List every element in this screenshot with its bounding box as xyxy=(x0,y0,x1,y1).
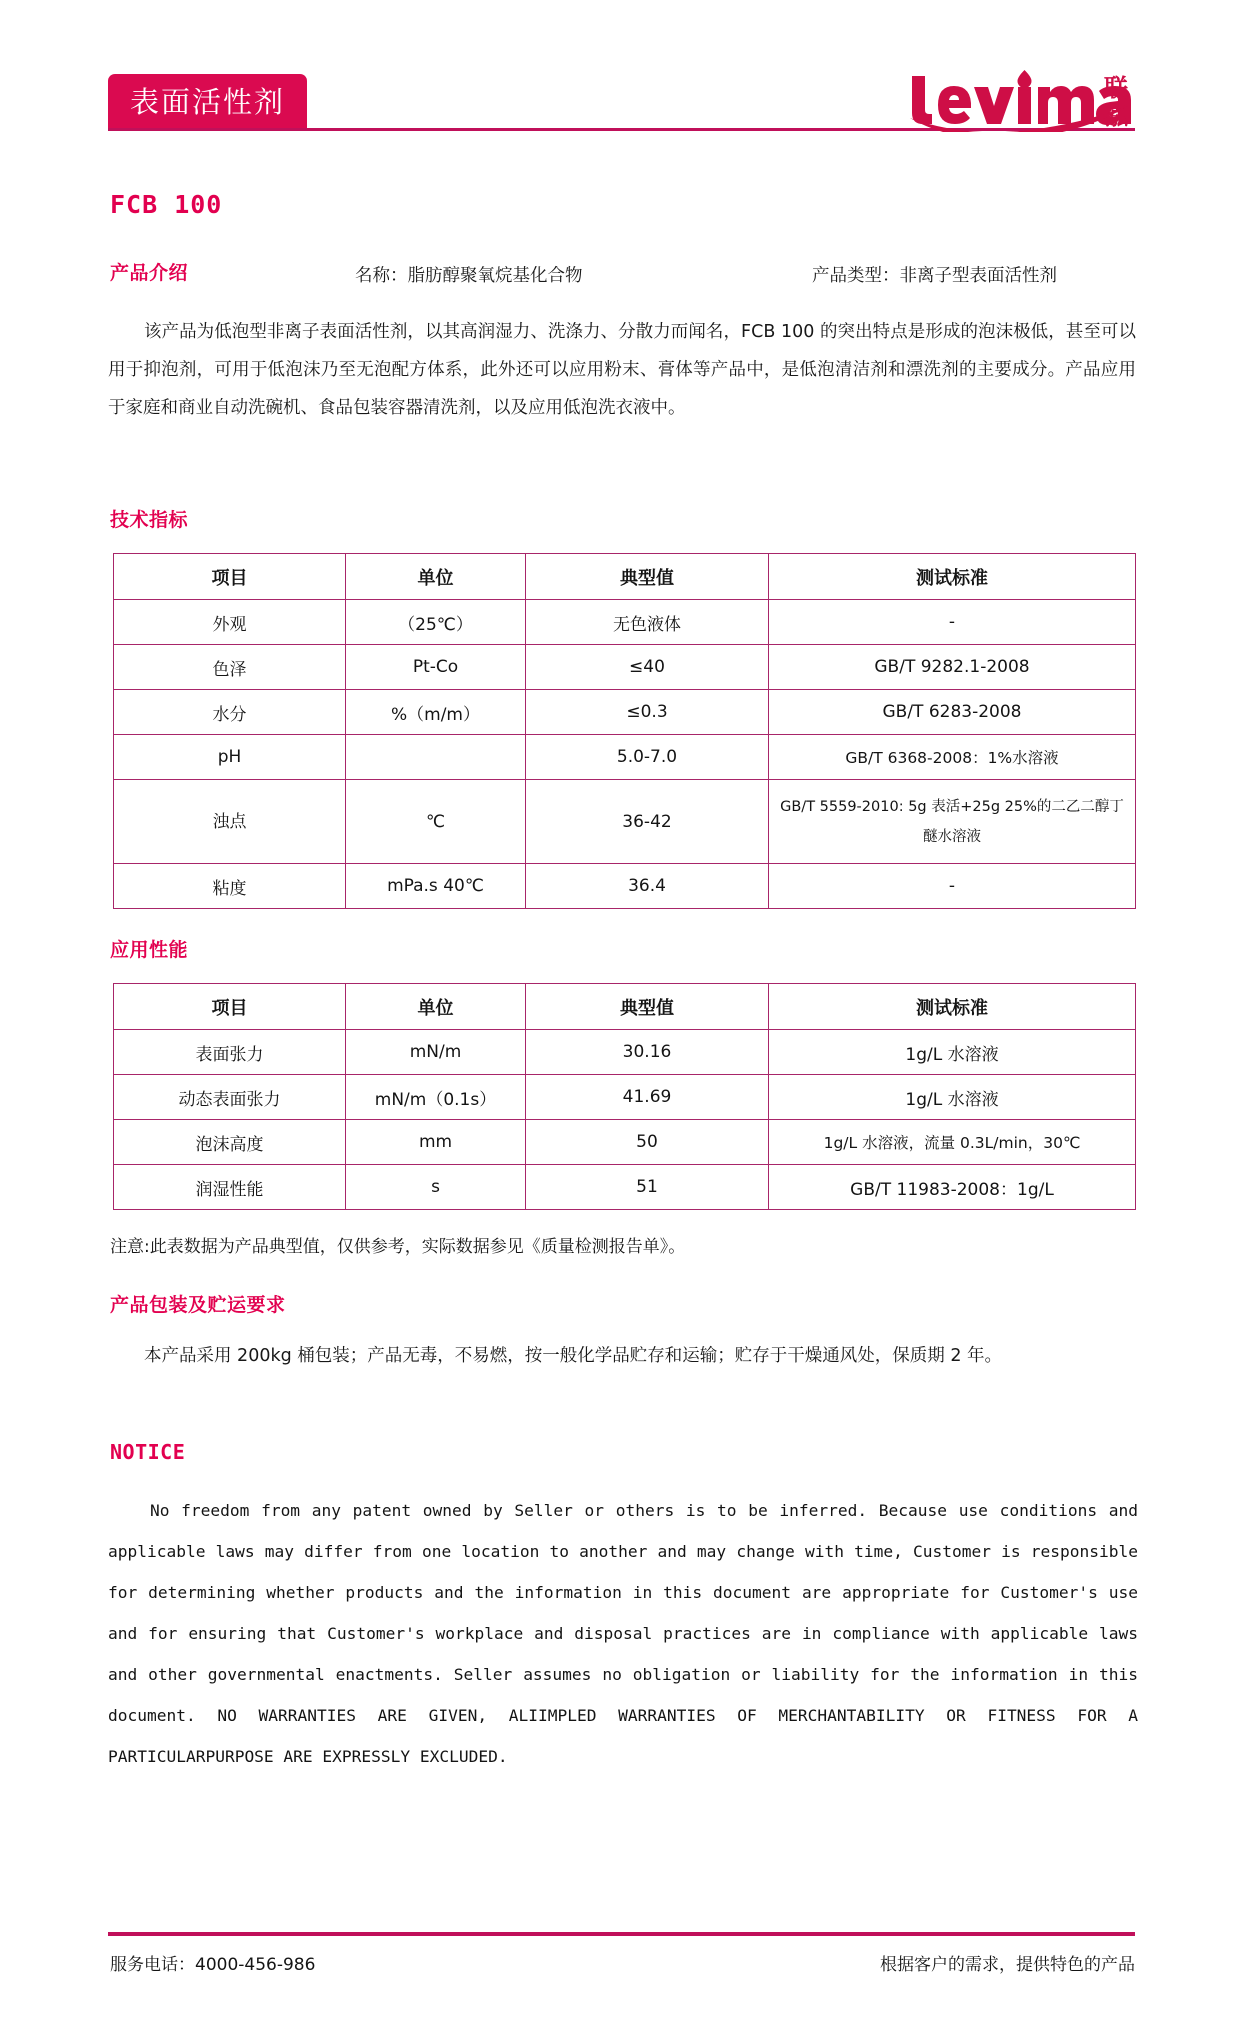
cell-item: 泡沫高度 xyxy=(114,1120,346,1165)
product-name-label: 名称：脂肪醇聚氧烷基化合物 xyxy=(355,266,583,286)
cell-item: pH xyxy=(114,735,346,780)
cell-unit: ℃ xyxy=(346,780,526,864)
cell-value: 无色液体 xyxy=(526,600,769,645)
footer-divider-rule xyxy=(108,1932,1135,1936)
table-row xyxy=(114,600,1136,645)
footer-service-phone: 服务电话：4000-456-986 xyxy=(110,1955,316,1975)
cell-value: 30.16 xyxy=(526,1030,769,1075)
th-unit: 单位 xyxy=(346,554,526,600)
cell-unit: Pt-Co xyxy=(346,645,526,690)
table-row xyxy=(114,735,1136,780)
cell-item: 色泽 xyxy=(114,645,346,690)
th-typical-value: 典型值 xyxy=(526,554,769,600)
cell-item: 润湿性能 xyxy=(114,1165,346,1210)
tech-spec-table-body xyxy=(114,600,1136,909)
page-header xyxy=(0,0,1241,175)
cell-value: 51 xyxy=(526,1165,769,1210)
cell-value: 41.69 xyxy=(526,1075,769,1120)
cell-item: 动态表面张力 xyxy=(114,1075,346,1120)
section-heading-app-perf: 应用性能 xyxy=(110,939,189,961)
application-performance-table xyxy=(113,983,1136,1210)
levima-logo xyxy=(908,70,1138,132)
app-perf-table-body xyxy=(114,1030,1136,1210)
product-type-label: 产品类型：非离子型表面活性剂 xyxy=(812,266,1057,286)
tech-spec-table-head xyxy=(114,554,1136,600)
cell-standard: 1g/L 水溶液，流量 0.3L/min，30℃ xyxy=(769,1120,1136,1165)
table-row xyxy=(114,1165,1136,1210)
app-perf-table-head xyxy=(114,984,1136,1030)
svg-text:泓: 泓 xyxy=(1104,102,1128,130)
table-row xyxy=(114,645,1136,690)
cell-item: 浊点 xyxy=(114,780,346,864)
cell-value: 50 xyxy=(526,1120,769,1165)
table-header-row xyxy=(114,554,1136,600)
table-row xyxy=(114,690,1136,735)
cell-item: 表面张力 xyxy=(114,1030,346,1075)
cell-standard: GB/T 11983-2008：1g/L xyxy=(769,1165,1136,1210)
category-banner xyxy=(108,74,307,130)
th-test-standard: 测试标准 xyxy=(769,554,1136,600)
svg-text:联: 联 xyxy=(1104,74,1128,102)
cell-standard: 1g/L 水溶液 xyxy=(769,1030,1136,1075)
cell-unit: （25℃） xyxy=(346,600,526,645)
cell-standard: - xyxy=(769,864,1136,909)
cell-standard: 1g/L 水溶液 xyxy=(769,1075,1136,1120)
cell-value: ≤40 xyxy=(526,645,769,690)
cell-unit xyxy=(346,735,526,780)
section-heading-notice: NOTICE xyxy=(110,1440,186,1464)
cell-unit: mm xyxy=(346,1120,526,1165)
category-banner-label: 表面活性剂 xyxy=(130,84,286,119)
cell-value: ≤0.3 xyxy=(526,690,769,735)
th-item: 项目 xyxy=(114,554,346,600)
intro-paragraph: 该产品为低泡型非离子表面活性剂，以其高润湿力、洗涤力、分散力而闻名，FCB 100 的突出特点是形成的泡沫极低，甚至可以用于抑泡剂，可用于低泡沫乃至无泡配方体系，此外还可以应用粉末、膏体等产品中，是低泡清洁剂和漂洗剂的主要成分。产品应用于家庭和商业自动洗碗机、食品包装容器清洗剂，以及应用低泡洗衣液中。 xyxy=(108,322,1136,418)
cell-item: 水分 xyxy=(114,690,346,735)
cell-standard: GB/T 9282.1-2008 xyxy=(769,645,1136,690)
section-heading-tech-spec: 技术指标 xyxy=(110,509,189,531)
cell-standard: GB/T 6283-2008 xyxy=(769,690,1136,735)
cell-value: 36-42 xyxy=(526,780,769,864)
product-code: FCB 100 xyxy=(110,190,223,219)
th-test-standard: 测试标准 xyxy=(769,984,1136,1030)
footer-slogan: 根据客户的需求，提供特色的产品 xyxy=(880,1955,1135,1975)
cell-item: 外观 xyxy=(114,600,346,645)
table-row xyxy=(114,780,1136,864)
packaging-paragraph: 本产品采用 200kg 桶包装；产品无毒，不易燃，按一般化学品贮存和运输；贮存于干燥通风处，保质期 2 年。 xyxy=(144,1346,1003,1366)
cell-value: 5.0-7.0 xyxy=(526,735,769,780)
th-item: 项目 xyxy=(114,984,346,1030)
section-heading-intro: 产品介绍 xyxy=(110,262,189,284)
table-header-row xyxy=(114,984,1136,1030)
cell-value: 36.4 xyxy=(526,864,769,909)
cell-unit: s xyxy=(346,1165,526,1210)
cell-unit: mN/m xyxy=(346,1030,526,1075)
section-heading-packaging: 产品包装及贮运要求 xyxy=(110,1294,286,1316)
table-note: 注意:此表数据为产品典型值，仅供参考，实际数据参见《质量检测报告单》。 xyxy=(110,1237,686,1257)
cell-unit: mPa.s 40℃ xyxy=(346,864,526,909)
cell-standard: GB/T 6368-2008：1%水溶液 xyxy=(769,735,1136,780)
th-typical-value: 典型值 xyxy=(526,984,769,1030)
cell-unit: %（m/m） xyxy=(346,690,526,735)
cell-standard: GB/T 5559-2010: 5g 表活+25g 25%的二乙二醇丁醚水溶液 xyxy=(769,780,1136,864)
cell-item: 粘度 xyxy=(114,864,346,909)
table-row xyxy=(114,1075,1136,1120)
cell-unit: mN/m（0.1s） xyxy=(346,1075,526,1120)
th-unit: 单位 xyxy=(346,984,526,1030)
tech-spec-table xyxy=(113,553,1136,909)
table-row xyxy=(114,1030,1136,1075)
table-row xyxy=(114,864,1136,909)
table-row xyxy=(114,1120,1136,1165)
notice-body-text: No freedom from any patent owned by Seller or others is to be inferred. Because use conditions and applicable laws may differ from one location to another and may change with time, Customer is responsible for determining whether products and the information in this document are appropriate for Customer's use and for ensuring that Customer's workplace and disposal practices are in compliance with applicable laws and other governmental enactments. Seller assumes no obligation or liability for the information in this document. NO WARRANTIES ARE GIVEN, ALIIMPLED WARRANTIES OF MERCHANTABILITY OR FITNESS FOR A PARTICULARPURPOSE ARE EXPRESSLY EXCLUDED. xyxy=(108,1501,1138,1766)
cell-standard: - xyxy=(769,600,1136,645)
